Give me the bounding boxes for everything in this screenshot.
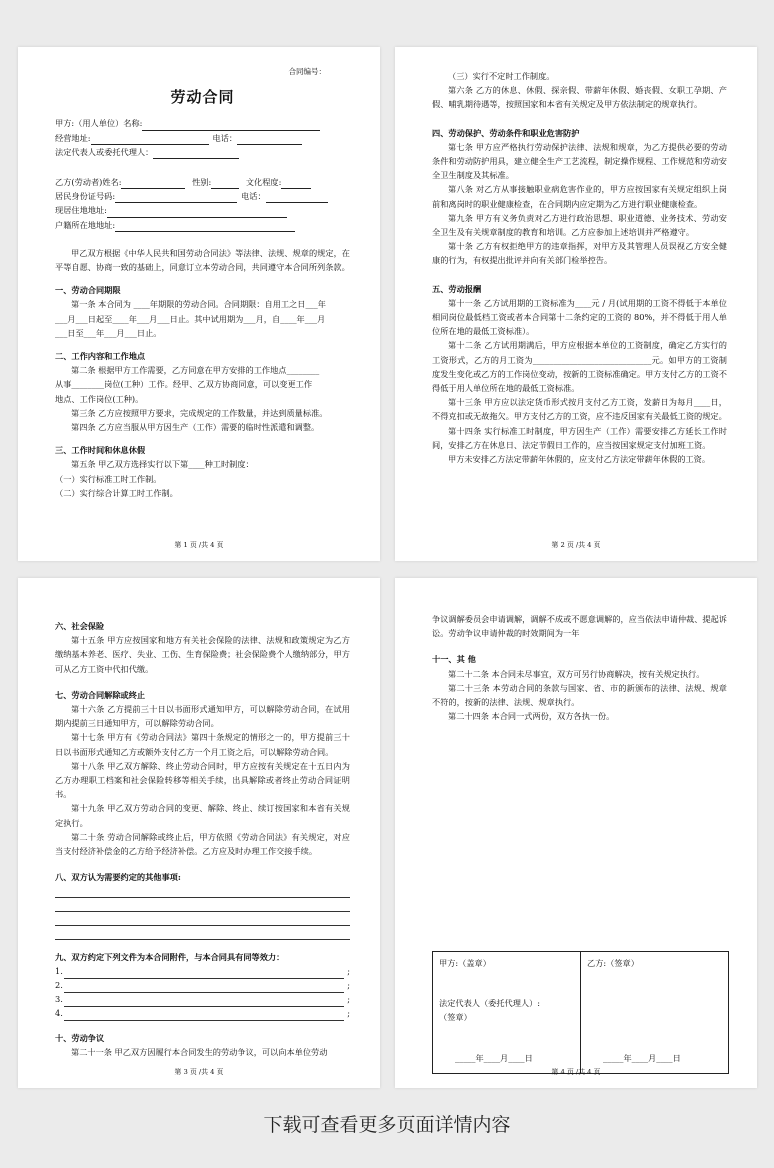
article-18: 第十八条 甲乙双方解除、终止劳动合同时，甲方应按有关规定在十五日内为乙方办理职工档案和社会保险转移等相关手续，出具解除或者终止劳动合同证明书。 xyxy=(55,760,350,800)
section-7-heading: 七、劳动合同解除或终止 xyxy=(55,689,146,700)
contract-page-3 xyxy=(18,578,380,1088)
article-1-line-2: ___月___日起至____年___月___日止。其中试用期为___月，自____年___月 xyxy=(55,313,326,324)
work-hours-option-3: （三）实行不定时工作制度。 xyxy=(448,71,555,81)
id-number-label: 居民身份证号码: xyxy=(55,191,116,202)
article-14: 第十四条 实行标准工时制度，甲方因生产（工作）需要安排乙方延长工作时间，安排乙方在休息日、法定节假日工作的，应当按国家规定支付加班工资。 xyxy=(432,425,727,450)
article-2-line-3: 地点、工作岗位(工种)。 xyxy=(55,393,144,404)
work-hours-option-1: （一）实行标准工时工作制。 xyxy=(55,473,162,484)
article-17: 第十七条 甲方有《劳动合同法》第四十条规定的情形之一的，甲方提前三十日以书面形式通知乙方或额外支付乙方一个月工资之后，可以解除劳动合同。 xyxy=(55,732,350,757)
party-a-address-label: 经营地址: xyxy=(55,132,91,143)
party-b-name-label: 乙方(劳动者)姓名: xyxy=(55,177,122,188)
attachment-row: 1. ; xyxy=(55,965,350,979)
section-2-heading: 二、工作内容和工作地点 xyxy=(55,351,146,362)
section-8-heading: 八、双方认为需要约定的其他事项: xyxy=(55,872,181,883)
article-14-supplement: 甲方未安排乙方法定带薪年休假的，应支付乙方法定带薪年休假的工资。 xyxy=(448,454,711,465)
article-9: 第九条 甲方有义务负责对乙方进行政治思想、职业道德、业务技术、劳动安全卫生及有关规章制度的教育和培训。乙方应参加上述培训并严格遵守。 xyxy=(432,212,727,238)
article-23: 第二十三条 本劳动合同的条款与国家、省、市的新颁布的法律、法规、规章不符的，按新的法律、法规、规章执行。 xyxy=(432,682,727,708)
article-5: 第五条 甲乙双方选择实行以下第____种工时制度： xyxy=(71,459,254,470)
article-15: 第十五条 甲方应按国家和地方有关社会保险的法律、法规和政策规定为乙方缴纳基本养老、医疗、失业、工伤、生育保险费；社会保险费个人缴纳部分，甲方可从乙方工资中代扣代缴。 xyxy=(55,635,350,674)
section-1-heading: 一、劳动合同期限 xyxy=(55,285,121,296)
article-24: 第二十四条 本合同一式两份，双方各执一份。 xyxy=(448,711,615,722)
article-21-continued: 争议调解委员会申请调解，调解不成或不愿意调解的，应当依法申请仲裁、提起诉讼。劳动争议申请仲裁的时效期间为一年 xyxy=(432,614,727,639)
contract-number-label: 合同编号： xyxy=(288,67,326,76)
section-11-heading: 十一、其 他 xyxy=(432,654,476,665)
blank-line xyxy=(55,912,350,926)
article-21: 第二十一条 甲乙双方因履行本合同发生的劳动争议，可以向本单位劳动 xyxy=(71,1046,328,1057)
party-a-name-label: 甲方:（用人单位）名称: xyxy=(55,118,143,129)
contract-page-1 xyxy=(18,47,380,561)
party-a-seal-label: 甲方:（盖章） xyxy=(439,958,491,968)
article-8: 第八条 对乙方从事接触职业病危害作业的，甲方应按国家有关规定组织上岗前和离岗时的职业健康检查，在合同期内应定期为乙方进行职业健康检查。 xyxy=(432,184,727,209)
article-3: 第三条 乙方应按照甲方要求，完成规定的工作数量，并达到质量标准。 xyxy=(71,407,328,418)
signature-table xyxy=(432,951,729,1074)
attachment-row: 3. ; xyxy=(55,993,350,1007)
article-6: 第六条 乙方的休息、休假、探亲假、带薪年休假、婚丧假、女职工孕期、产假、哺乳期待遇等，按照国家和本省有关规定及甲方依法制定的规章执行。 xyxy=(432,85,727,110)
education-label: 文化程度: xyxy=(245,177,282,188)
article-11: 第十一条 乙方试用期的工资标准为____元 / 月(试用期的工资不得低于本单位相同岗位最低档工资或者本合同第十二条约定的工资的 80%，并不得低于用人单位所在地的最低工资标准）。 xyxy=(432,297,727,337)
party-b-date: _____年____月____日 xyxy=(603,1052,681,1063)
section-3-heading: 三、工作时间和休息休假 xyxy=(55,445,146,456)
work-hours-option-2: （二）实行综合计算工时工作制。 xyxy=(55,487,178,498)
article-4: 第四条 乙方应当服从甲方因生产（工作）需要的临时性派遣和调整。 xyxy=(71,422,320,433)
party-b-signature-cell xyxy=(580,952,728,1073)
attachment-row: 4. ; xyxy=(55,1007,350,1021)
article-12: 第十二条 乙方试用期满后，甲方应根据本单位的工资制度，确定乙方实行的工资形式，乙方的月工资为_____________________________元。如甲方的工资制度发生变化或乙方的工作岗位变动，按新的工资标准确定。甲方支付乙方的工资不得低于用人单位所在地的最低工资标准。 xyxy=(432,340,727,394)
gender-label: 性别: xyxy=(192,177,212,188)
blank-line xyxy=(55,884,350,898)
contract-title: 劳动合同 xyxy=(170,88,235,107)
party-b-phone-label: 电话： xyxy=(241,191,266,202)
legal-rep-label: 法定代表人（委托代理人）: xyxy=(439,998,541,1009)
section-4-heading: 四、劳动保护、劳动条件和职业危害防护 xyxy=(432,127,580,138)
article-22: 第二十二条 本合同未尽事宜，双方可另行协商解决，按有关规定执行。 xyxy=(448,668,705,679)
sign-label: （签章） xyxy=(439,1012,472,1023)
party-a-date: _____年____月____日 xyxy=(455,1052,533,1063)
page-footer: 第 2 页 /共 4 页 xyxy=(551,541,601,549)
page-footer: 第 1 页 /共 4 页 xyxy=(174,541,224,549)
contract-page-4 xyxy=(395,578,757,1088)
page-footer: 第 4 页 /共 4 页 xyxy=(551,1068,601,1076)
download-more-caption[interactable]: 下载可查看更多页面详情内容 xyxy=(263,1114,511,1136)
article-13: 第十三条 甲方应以法定货币形式按月支付乙方工资，发薪日为每月____日，不得克扣或无故拖欠。甲方支付乙方的工资，应不违反国家有关最低工资的规定。 xyxy=(432,397,727,422)
article-10: 第十条 乙方有权拒绝甲方的违章指挥，对甲方及其管理人员误视乙方安全健康的行为，有权提出批评并向有关部门检举控告。 xyxy=(432,241,727,266)
section-10-heading: 十、劳动争议 xyxy=(55,1032,105,1043)
party-a-phone-label: 电话： xyxy=(212,132,238,143)
party-a-rep-label: 法定代表人或委托代理人： xyxy=(55,146,154,157)
section-6-heading: 六、社会保险 xyxy=(55,621,105,631)
current-address-label: 现居住地地址: xyxy=(55,205,107,216)
article-19: 第十九条 甲乙双方劳动合同的变更、解除、终止、续订按国家和本省有关规定执行。 xyxy=(55,803,350,828)
article-2-line-2: 从事________岗位(工种）工作。经甲、乙双方协商同意，可以变更工作 xyxy=(55,379,313,390)
article-2-line-1: 第二条 根据甲方工作需要，乙方同意在甲方安排的工作地点________ xyxy=(71,365,320,376)
article-20: 第二十条 劳动合同解除或终止后，甲方依照《劳动合同法》有关规定，对应当支付经济补偿金的乙方给予经济补偿。乙方应及时办理工作交接手续。 xyxy=(55,831,350,857)
household-address-label: 户籍所在地地址: xyxy=(55,219,116,230)
party-a-signature-cell xyxy=(433,952,580,1073)
blank-line xyxy=(55,898,350,912)
article-16: 第十六条 乙方提前三十日以书面形式通知甲方，可以解除劳动合同，在试用期内提前三日通知甲方，可以解除劳动合同。 xyxy=(55,704,350,729)
blank-line xyxy=(55,926,350,940)
intro-paragraph: 甲乙双方根据《中华人民共和国劳动合同法》等法律、法规、规章的规定，在平等自愿、协商一致的基础上，同意订立本劳动合同，共同遵守本合同所列条款。 xyxy=(55,247,350,273)
attachment-row: 2. ; xyxy=(55,979,350,993)
article-7: 第七条 甲方应严格执行劳动保护法律、法规和规章，为乙方提供必要的劳动条件和劳动防护用具，建立健全生产工艺流程，制定操作规程、工作规范和劳动安全卫生制度及其标准。 xyxy=(432,141,727,181)
section-9-heading: 九、双方约定下列文件为本合同附件，与本合同具有同等效力： xyxy=(55,952,285,963)
contract-page-2 xyxy=(395,47,757,561)
article-1-line-3: ___日至___年___月___日止。 xyxy=(55,327,162,338)
section-5-heading: 五、劳动报酬 xyxy=(432,283,482,294)
article-1-line-1: 第一条 本合同为 ____年期限的劳动合同。合同期限：自用工之日___年 xyxy=(71,299,326,310)
page-footer: 第 3 页 /共 4 页 xyxy=(174,1068,224,1076)
party-b-sign-label: 乙方:（签章） xyxy=(587,958,639,968)
